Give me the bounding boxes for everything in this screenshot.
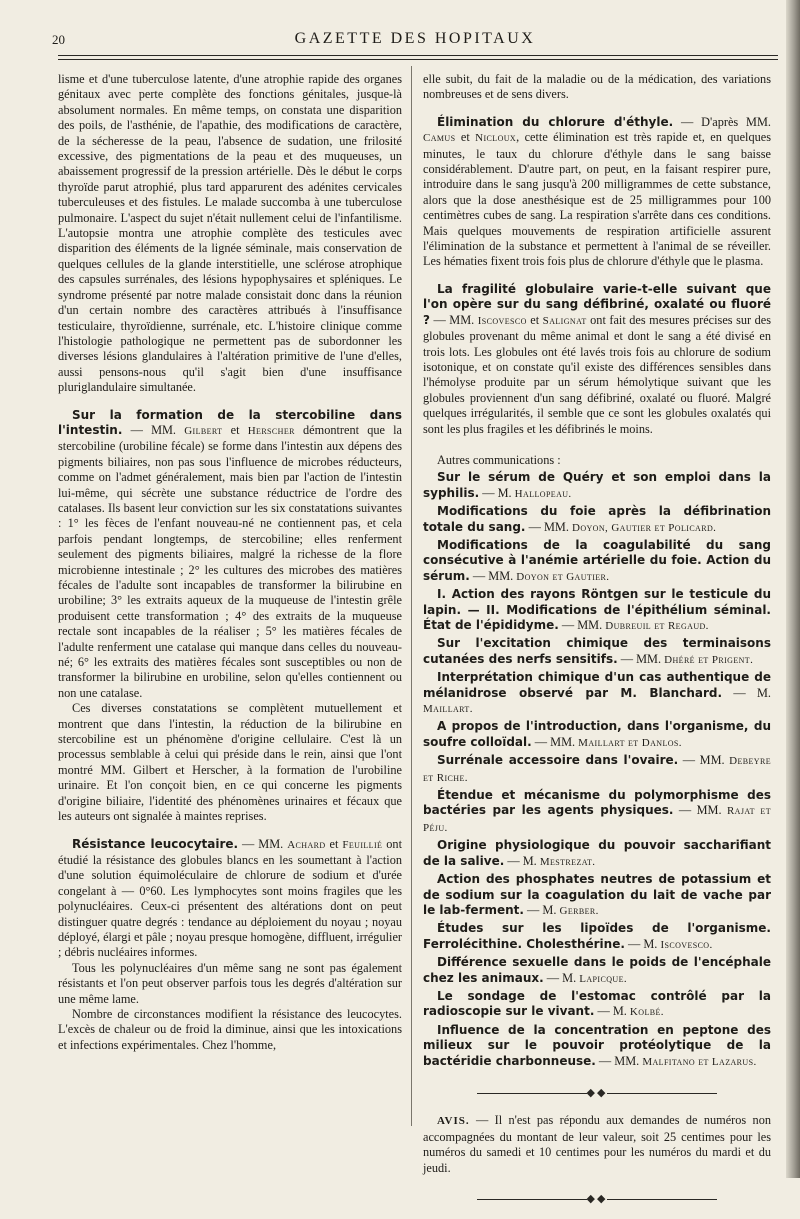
communication-authors: Doyon, Gautier et Policard.	[571, 521, 717, 534]
author-name: Gilbert	[184, 424, 223, 437]
conjunction: et	[526, 312, 543, 327]
communication-item	[423, 538, 771, 585]
communication-item	[423, 838, 771, 870]
communication-dash: — M.	[504, 853, 540, 868]
section-paragraph	[58, 837, 402, 961]
communication-authors: Debeyre et Riche.	[423, 755, 771, 784]
communication-item	[423, 753, 771, 786]
communication-dash: — MM.	[558, 618, 606, 632]
section-heading: La fragilité globulaire varie-t-elle suivant que l'on opère sur du sang défibriné, oxalaté ou fluoré ?	[423, 281, 771, 327]
communication-title: Surrénale accessoire dans l'ovaire.	[437, 753, 679, 768]
communication-dash: — M.	[479, 485, 515, 500]
author-name: Camus	[423, 132, 456, 145]
communication-authors: Doyon et Gautier.	[516, 570, 610, 583]
section-paragraph-2: Tous les polynucléaires d'un même sang ne sont pas également résistants et l'on peut observer parfois tous les degrés d'altération sur une même lame.	[58, 960, 402, 1006]
communication-dash: — M.	[722, 685, 771, 700]
communication-item	[423, 470, 771, 502]
ornament-line	[607, 1093, 717, 1094]
communication-item	[423, 955, 771, 987]
section-heading: Sur la formation de la stercobiline dans l'intestin.	[58, 407, 402, 437]
communication-authors: Mestrezat.	[539, 855, 596, 868]
ornament-divider	[423, 1192, 771, 1207]
communication-dash: — M.	[624, 936, 661, 951]
communication-title: Études sur les lipoïdes de l'organisme. Ferrolécithine. Cholesthérine.	[423, 921, 771, 951]
ornament-line	[477, 1093, 587, 1094]
communication-item	[423, 872, 771, 919]
dash-text: — D'après MM.	[673, 114, 771, 129]
communication-title: Modifications de la coagulabilité du sang consécutive à l'anémie artérielle du foie. Action du sérum.	[423, 537, 771, 583]
header-rule-thin	[58, 59, 778, 60]
communication-dash: — MM.	[595, 1053, 643, 1068]
section-text: ont fait des mesures précises sur des globules provenant du même animal et dont le sang a été divisé en trois lots. Les globules ont été lavés trois fois au chlorure de sodium isotonique, et on constate qu'il existe des différences sensibles dans l'hémolyse produite par un sérum hémolytique suivant que les globules proviennent d'un sang défibriné, oxalaté ou fluoré. Malgré quelques irrégularités, il semble que ce sont les globules oxalatés qui sont les plus fragiles et les défibrinés le moins.	[423, 312, 771, 436]
communication-title: I. Action des rayons Röntgen sur le testicule du lapin. — II. Modifications de l'épithélium séminal. État de l'épididyme.	[423, 587, 771, 632]
column-divider	[411, 66, 412, 1126]
section-text: démontrent que la stercobiline (urobiline fécale) se forme dans l'intestin aux dépens des pigments biliaires, non pas sous l'influence de microbes réducteurs, comme on l'admet généralement, mais bien par l'action de l'intestin lui-même, qui sécrète une substance réductrice de l'ordre des catalases. Ils basent leur conviction sur les six constatations suivantes : 1° les fèces de l'enfant nouveau-né ne contiennent pas, et cela parfois pendant longtemps, de stercobiline; elles renferment seulement des pigments biliaires, malgré la richesse de la flore microbienne intestinale ; 2° les cultures des microbes des matières fécales de l'adulte sont incapables de transformer la bilirubine en urobiline; 3° les extraits aqueux de la muqueuse de l'intestin grêle produisent cette transformation ; 4° des extraits de la muqueuse rectale sont incapables de la réaliser ; 5° les matières fécales de l'adulte renferment une catalase qui manque dans celles du nouveau-né; 6° les extraits des matières fécales sont susceptibles ou non de transformer la bilirubine en urobiline, selon qu'elles contiennent ou non une catalase.	[58, 422, 402, 700]
communications-list	[423, 470, 771, 1070]
author-name: Herscher	[247, 424, 295, 437]
communication-title: Différence sexuelle dans le poids de l'encéphale chez les animaux.	[423, 955, 771, 985]
communication-title: Étendue et mécanisme du polymorphisme des bactéries par les agents physiques.	[423, 788, 771, 818]
communication-item	[423, 504, 771, 536]
dash-text: — MM.	[429, 312, 478, 327]
communication-title: Sur le sérum de Quéry et son emploi dans la syphilis.	[423, 470, 771, 500]
page-number: 20	[52, 32, 65, 47]
communications-title: Autres communications :	[437, 452, 561, 467]
communication-authors: Dubreuil et Regaud.	[605, 620, 709, 632]
conjunction: et	[455, 130, 476, 145]
conjunction: et	[325, 836, 343, 851]
avis-text: — Il n'est pas répondu aux demandes de numéros non accompagnées du montant de leur valeur, soit 25 centimes pour les numéros du samedi et 10 centimes pour les numéros du mardi et du jeudi.	[423, 1113, 771, 1175]
communication-authors: Maillart.	[423, 703, 473, 716]
ornament-glyph: ◆◆	[586, 1193, 608, 1205]
author-name: Feuillié	[342, 838, 383, 851]
communication-authors: Iscovesco.	[660, 938, 713, 951]
communication-item	[423, 1023, 771, 1070]
communication-item	[423, 719, 771, 751]
section-paragraph-2: Ces diverses constatations se complètent mutuellement et montrent que dans l'intestin, la réduction de la bilirubine en stercobiline est un phénomène d'origine cellulaire. C'est là un processus semblable à celui qui préside dans le rein, ainsi que l'ont montré MM. Gilbert et Herscher, à la formation de l'urobiline urinaire. Et l'on conçoit bien, en ce qui concerne les pigments d'origine biliaire, l'identité des phénomènes urinaires et fécaux que les auteurs ont signalée à maintes reprises.	[58, 701, 402, 824]
communication-dash: — MM.	[673, 803, 727, 818]
avis-notice	[423, 1113, 771, 1176]
communication-item	[423, 587, 771, 634]
page-header	[52, 30, 778, 52]
section-text: ont étudié la résistance des globules blancs en les soumettant à l'action d'une solution équimoléculaire de chlorure de sodium et d'urée congelant à — 0°60. Les lymphocytes sont moins fragiles que les polynucléaires. Ceux-ci présentent des altérations dont on peut distinguer quatre degrés : tendance au déploiement du noyau ; noyau déployé, élargi et pâle ; noyau presque homogène, diffluent, irrégulier ; débris nucléaires informes.	[58, 836, 402, 960]
author-name: Iscovesco	[477, 314, 527, 327]
dash-text: — MM.	[238, 836, 288, 851]
communication-title: Sur l'excitation chimique des terminaisons cutanées des nerfs sensitifs.	[423, 636, 771, 666]
communication-dash: — MM.	[617, 651, 665, 666]
right-column	[423, 72, 771, 1219]
section-paragraph-3: Nombre de circonstances modifient la résistance des leucocytes. L'excès de chaleur ou de froid la diminue, ainsi que les intoxications et infections expérimentales. Chez l'homme,	[58, 1006, 402, 1052]
section-chlorure	[423, 115, 771, 270]
communication-item	[423, 989, 771, 1021]
section-stercobiline	[58, 408, 402, 825]
section-paragraph	[423, 282, 771, 437]
communication-authors: Dhéré et Prigent.	[664, 653, 754, 666]
header-rule	[58, 55, 778, 56]
dash-text: — MM.	[122, 422, 185, 437]
communication-authors: Kolbé.	[629, 1006, 664, 1019]
author-name: Salignat	[542, 314, 587, 327]
communication-dash: — MM.	[469, 568, 517, 583]
communication-dash: — M.	[594, 1004, 630, 1019]
journal-title: GAZETTE DES HOPITAUX	[294, 30, 536, 47]
communication-authors: Lapicque.	[579, 972, 628, 985]
communication-item	[423, 921, 771, 953]
author-name: Nicloux	[475, 132, 517, 145]
communication-title: Le sondage de l'estomac contrôlé par la radioscopie sur le vivant.	[423, 988, 771, 1019]
ornament-line	[607, 1199, 717, 1200]
intro-paragraph: lisme et d'une tuberculose latente, d'une atrophie rapide des organes génitaux avec perte complète des fonctions génitales, jusque-là absolument normales. En même temps, on constata une disparition des poils, de l'asthénie, de l'apathie, des modifications de caractère, de la sécheresse de la peau, l'absence de sudation, une frilosité excessive, des pigmentations de la peau et des muqueuses, un abaissement progressif de la pression artérielle. Dès le début le corps thyroïde parut atrophié, plus tard apparurent des adénites cervicales tuberculeuses et des fistules. Le malade succomba à une tuberculose pulmonaire. L'aspect du sujet n'était nullement celui de l'infantilisme. L'autopsie montra une atrophie complète des testicules avec disparition des éléments de la lignée séminale, mais conservation de quelques cellules de la glande interstitielle, une sclérose atrophique des capsules surrénales, des lésions hypophysaires et spléniques. Le syndrome présenté par notre malade consistait donc dans la réunion d'un certain nombre des caractères attribués à l'insuffisance testiculaire, thyroïdienne, surrénale, etc. L'histoire clinique comme l'histologie pathologique ne permettent pas de subordonner les diverses lésions glandulaires à l'altération primitive de l'une d'elles, aussi pensons-nous qu'il s'agit bien d'une insuffisance pluriglandulaire simultanée.	[58, 72, 402, 395]
author-name: Achard	[287, 838, 326, 851]
avis-label: AVIS.	[437, 1115, 470, 1128]
communication-authors: Gerber.	[559, 904, 599, 917]
communication-title: Origine physiologique du pouvoir saccharifiant de la salive.	[423, 838, 771, 868]
communication-dash: — MM.	[525, 519, 572, 534]
page-edge-shadow	[786, 0, 800, 1178]
communication-authors: Rajat et Péju.	[423, 805, 771, 834]
conjunction: et	[222, 422, 248, 437]
communication-item	[423, 636, 771, 668]
communication-dash: — MM.	[531, 734, 579, 749]
section-heading: Élimination du chlorure d'éthyle.	[437, 114, 674, 129]
intro-paragraph: elle subit, du fait de la maladie ou de la médication, des variations nombreuses et de sens divers.	[423, 72, 771, 102]
section-heading: Résistance leucocytaire.	[72, 836, 239, 851]
communication-authors: Malfitano et Lazarus.	[642, 1055, 757, 1068]
communication-item	[423, 788, 771, 836]
communication-authors: Maillart et Danlos.	[578, 736, 682, 749]
communication-title: Influence de la concentration en peptone des milieux sur le pouvoir protéolytique de la bactéridie charbonneuse.	[423, 1022, 771, 1068]
communication-title: Interprétation chimique d'un cas authentique de mélanidrose observé par M. Blanchard.	[423, 670, 771, 700]
ornament-line	[477, 1199, 587, 1200]
section-text: , cette élimination est très rapide et, en quelques minutes, le taux du chlorure d'éthyle dans le sang baisse considérablement. D'autre part, on peut, en la faisant respirer pure, introduire dans le sang jusqu'à 200 milligrammes de cette substance, alors que la dose anesthésique est de 25 milligrammes pour 100 centimètres cubes de sang. La respiration s'arrête dans ces conditions. Mais quelques mouvements de respiration artificielle assurent l'élimination de la substance et permettent à l'animal de se réveiller. Les hématies fixent trois fois plus de chlorure d'éthyle que le plasma.	[423, 130, 771, 269]
communication-authors: Hallopeau.	[514, 487, 572, 500]
communication-title: Modifications du foie après la défibrination totale du sang.	[423, 504, 771, 534]
communication-item	[423, 670, 771, 717]
ornament-glyph: ◆◆	[586, 1086, 608, 1099]
left-column	[58, 72, 402, 1053]
communication-title: A propos de l'introduction, dans l'organisme, du soufre colloïdal.	[423, 719, 771, 749]
communication-dash: — M.	[543, 970, 580, 985]
ornament-divider	[423, 1086, 771, 1101]
communication-dash: — M.	[523, 902, 560, 917]
communication-title: Action des phosphates neutres de potassium et de sodium sur la coagulation du lait de vache par le lab-ferment.	[423, 872, 771, 917]
section-paragraph	[58, 408, 402, 702]
communication-dash: — MM.	[678, 753, 730, 768]
section-fragilite	[423, 282, 771, 437]
section-resistance	[58, 837, 402, 1054]
section-paragraph	[423, 115, 771, 270]
